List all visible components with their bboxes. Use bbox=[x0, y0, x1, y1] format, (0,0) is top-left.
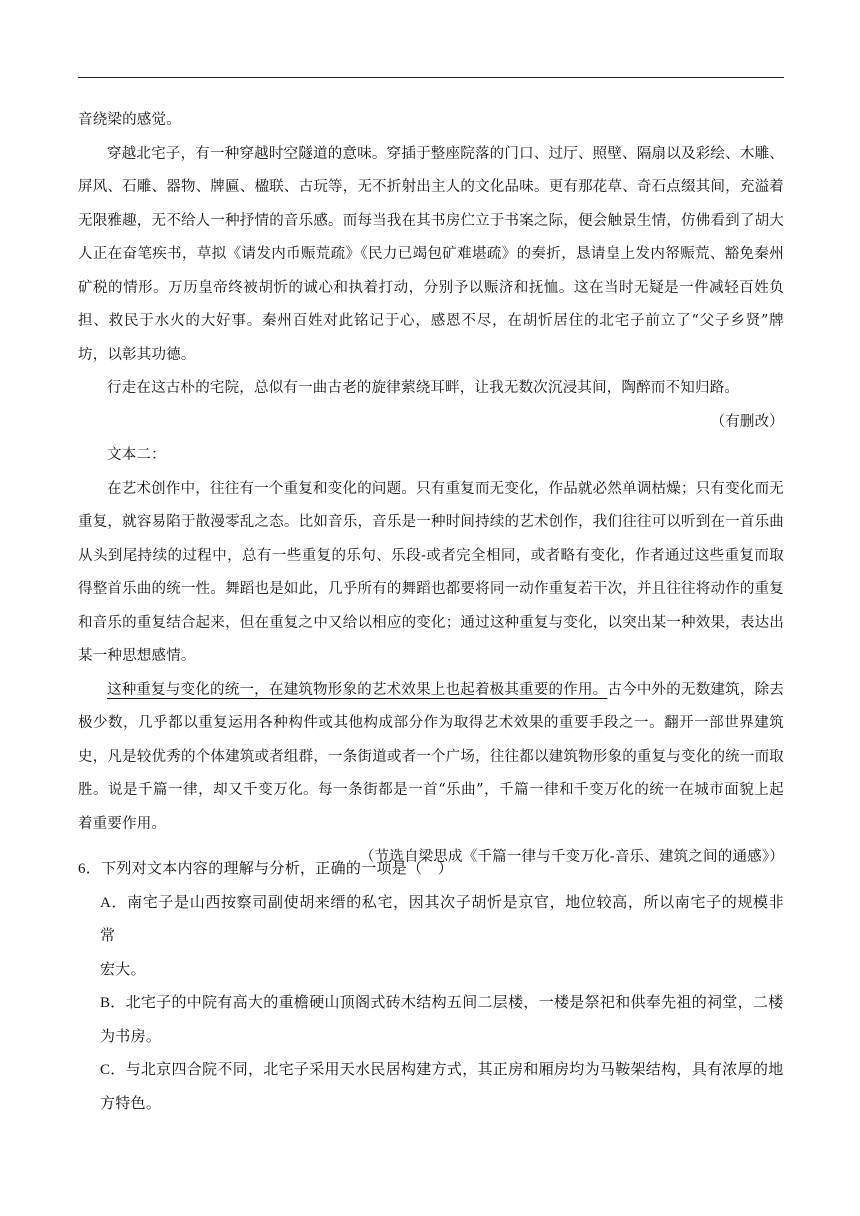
underlined-sentence: 这种重复与变化的统一，在建筑物形象的艺术效果上也起着极其重要的作用。 bbox=[107, 681, 608, 698]
option-b-line1: B．北宅子的中院有高大的重檐硬山顶阁式砖木结构五间二层楼，一楼是祭祀和供奉先祖的祠堂，二楼 bbox=[100, 995, 784, 1011]
paragraph-north-house: 穿越北宅子，有一种穿越时空隧道的意味。穿插于整座院落的门口、过厅、照壁、隔扇以及彩绘、木雕、屏风、石雕、器物、牌匾、楹联、古玩等，无不折射出主人的文化品味。更有那花草、奇石点缀其间，充溢着无限雅趣，无不给人一种抒情的音乐感。而每当我在其书房伫立于书案之际，便会触景生情，仿佛看到了胡大人正在奋笔疾书，草拟《请发内币赈荒疏》《民力已竭包矿难堪疏》的奏折，恳请皇上发内帑赈荒、豁免秦州矿税的情形。万历皇帝终被胡忻的诚心和执着打动，分别予以赈济和抚恤。这在当时无疑是一件减轻百姓负担、救民于水火的大好事。秦州百姓对此铭记于心，感恩不尽，在胡忻居住的北宅子前立了“父子乡贤”牌坊，以彰其功德。 bbox=[78, 145, 784, 363]
question-6 bbox=[78, 853, 784, 1121]
option-c-line1: C．与北京四合院不同，北宅子采用天水民居构建方式，其正房和厢房均为马鞍架结构，具有浓厚的地 bbox=[100, 1062, 784, 1078]
option-c-line2: 方特色。 bbox=[100, 1095, 162, 1112]
option-a-line1: A．南宅子是山西按察司副使胡来缙的私宅，因其次子胡忻是京官，地位较高，所以南宅子的规模非常 bbox=[100, 894, 784, 944]
source-citation: （节选自梁思成《千篇一律与千变万化-音乐、建筑之间的通感》） bbox=[359, 849, 784, 865]
paragraph-repetition: 在艺术创作中，往往有一个重复和变化的问题。只有重复而无变化，作品就必然单调枯燥；只有变化而无重复，就容易陷于散漫零乱之态。比如音乐，音乐是一种时间持续的艺术创作，我们往往可以听到在一首乐曲从头到尾持续的过程中，总有一些重复的乐句、乐段-或者完全相同，或者略有变化，作者通过这些重复而取得整首乐曲的统一性。舞蹈也是如此，几乎所有的舞蹈也都要将同一动作重复若干次，并且往往将动作的重复和音乐的重复结合起来，但在重复之中又给以相应的变化；通过这种重复与变化，以突出某一种效果，表达出某一种思想感情。 bbox=[78, 480, 784, 664]
option-a-line2: 宏大。 bbox=[100, 961, 146, 978]
paragraph-architecture bbox=[78, 674, 784, 842]
reading-passage bbox=[78, 104, 784, 875]
option-c[interactable] bbox=[78, 1054, 784, 1121]
question-stem: 6．下列对文本内容的理解与分析，正确的一项是（ ） bbox=[78, 861, 454, 877]
paragraph-closing: 行走在这古朴的宅院，总似有一曲古老的旋律萦绕耳畔，让我无数次沉浸其间，陶醉而不知归路。 bbox=[107, 380, 740, 396]
edit-note: （有删改） bbox=[710, 413, 784, 430]
text-two-label: 文本二： bbox=[107, 447, 166, 463]
paragraph-1-tail: 音绕梁的感觉。 bbox=[78, 112, 181, 128]
option-b[interactable] bbox=[78, 987, 784, 1054]
paragraph-architecture-rest: 古今中外的无数建筑，除去极少数，几乎都以重复运用各种构件或其他构成部分作为取得艺术效果的重要手段之一。翻开一部世界建筑史，凡是较优秀的个体建筑或者组群，一条街道或者一个广场，往往都以建筑物形象的重复与变化的统一而取胜。说是千篇一律，却又千变万化。每一条街都是一首“乐曲”，千篇一律和千变万化的统一在城市面貌上起着重要作用。 bbox=[78, 681, 785, 832]
header-rule bbox=[78, 77, 784, 78]
option-b-line2: 为书房。 bbox=[100, 1028, 162, 1045]
option-a[interactable] bbox=[78, 887, 784, 988]
